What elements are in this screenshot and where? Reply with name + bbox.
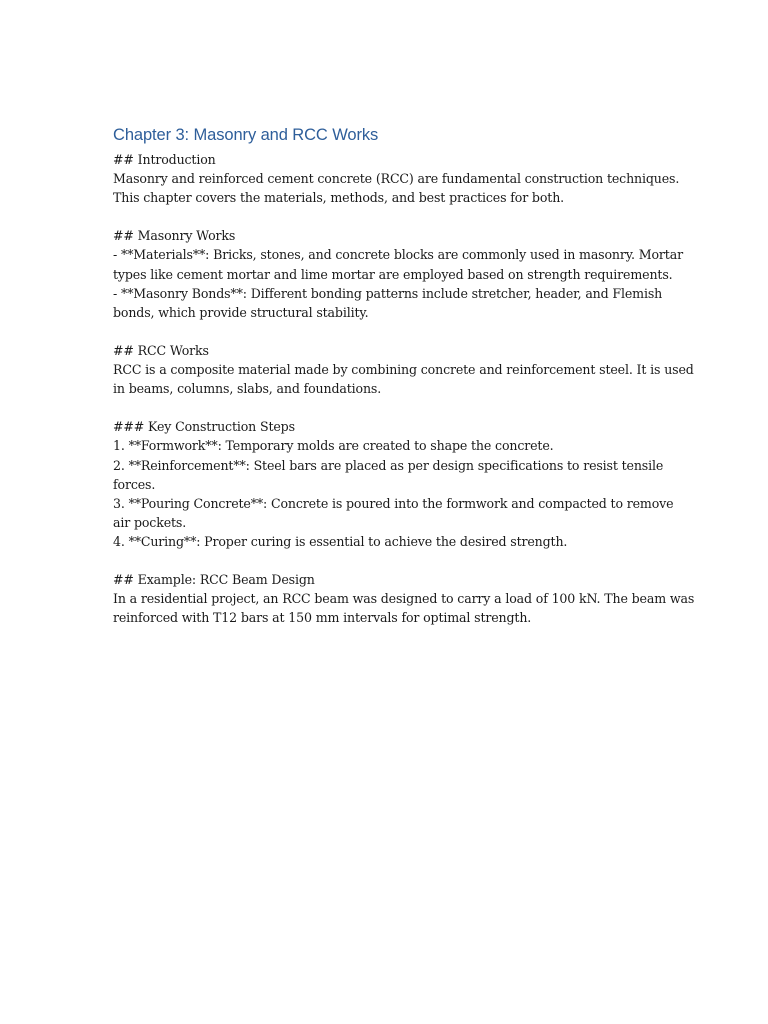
document-body bbox=[113, 150, 695, 627]
document-page bbox=[113, 124, 695, 627]
paragraph-line: in beams, columns, slabs, and foundations. bbox=[113, 381, 382, 397]
numbered-list-item: 3. **Pouring Concrete**: Concrete is poured into the formwork and compacted to remove bbox=[113, 495, 674, 511]
paragraph-line: reinforced with T12 bars at 150 mm intervals for optimal strength. bbox=[113, 610, 532, 626]
blank-line bbox=[113, 322, 658, 341]
paragraph-line: bonds, which provide structural stability. bbox=[113, 304, 369, 320]
section-heading: ## Masonry Works bbox=[113, 228, 236, 244]
paragraph-line: air pockets. bbox=[113, 514, 187, 530]
numbered-list-item: 2. **Reinforcement**: Steel bars are placed as per design specifications to resist tensile bbox=[113, 457, 664, 473]
bullet-list-item: - **Masonry Bonds**: Different bonding patterns include stretcher, header, and Flemish bbox=[113, 285, 663, 301]
numbered-list-item: 4. **Curing**: Proper curing is essential to achieve the desired strength. bbox=[113, 533, 568, 549]
section-heading: ## RCC Works bbox=[113, 342, 209, 358]
subsection-heading: ### Key Construction Steps bbox=[113, 419, 295, 435]
paragraph-line: Masonry and reinforced cement concrete (RCC) are fundamental construction techniques. bbox=[113, 171, 680, 187]
paragraph-line: types like cement mortar and lime mortar are employed based on strength requirements. bbox=[113, 266, 673, 282]
paragraph-line: In a residential project, an RCC beam was designed to carry a load of 100 kN. The beam was bbox=[113, 591, 695, 607]
numbered-list-item: 1. **Formwork**: Temporary molds are created to shape the concrete. bbox=[113, 438, 554, 454]
paragraph-line: This chapter covers the materials, methods, and best practices for both. bbox=[113, 190, 565, 206]
paragraph-line: forces. bbox=[113, 476, 156, 492]
paragraph-line: RCC is a composite material made by combining concrete and reinforcement steel. It is used bbox=[113, 362, 694, 378]
blank-line bbox=[113, 551, 658, 570]
section-heading: ## Example: RCC Beam Design bbox=[113, 572, 315, 588]
chapter-title: Chapter 3: Masonry and RCC Works bbox=[113, 126, 379, 144]
section-heading: ## Introduction bbox=[113, 152, 216, 167]
blank-line bbox=[113, 207, 658, 226]
blank-line bbox=[113, 398, 658, 417]
bullet-list-item: - **Materials**: Bricks, stones, and concrete blocks are commonly used in masonry. Mortar bbox=[113, 247, 683, 263]
